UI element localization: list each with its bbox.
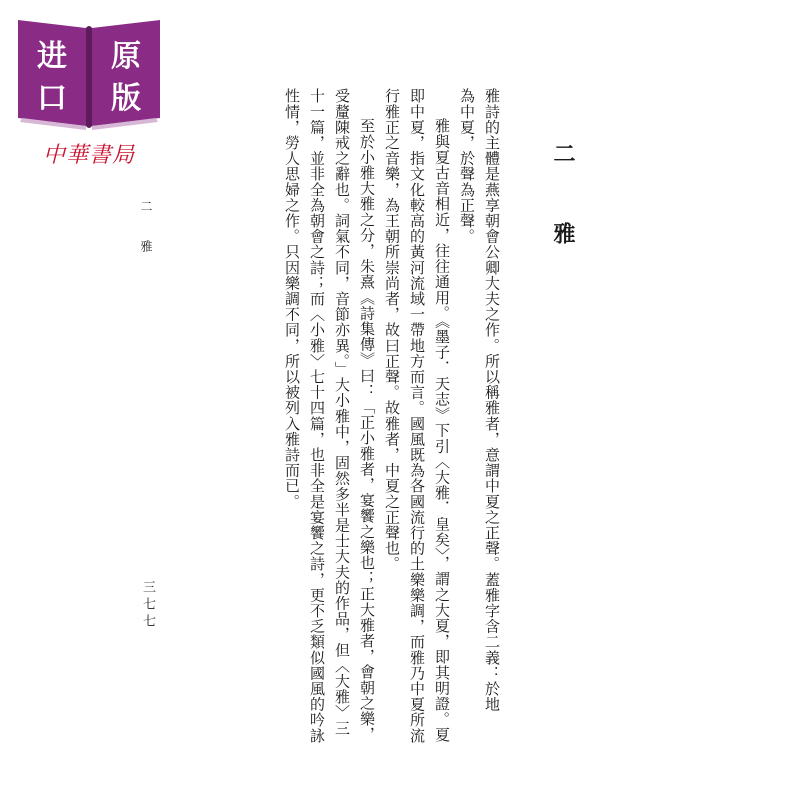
badge-left-upper: 进 [37,39,67,74]
badge-left-lower: 口 [37,81,67,116]
running-header: 二 雅 [139,200,153,260]
body-column-4: 即中夏，指文化較高的黃河流域一帶地方而言。國風既為各國流行的土樂樂調，而雅乃中夏所流 [408,88,426,744]
body-column-2: 為中夏，於聲為正聲。 [458,88,476,244]
import-original-badge [14,14,164,174]
body-column-6: 至於小雅大雅之分，朱熹《詩集傳》曰：「正小雅者，宴饗之樂也；正大雅者，會朝之樂， [358,118,376,742]
body-column-8: 十一篇，並非全為朝會之詩；而〈小雅〉七十四篇，也非全是宴饗之詩，更不乏類似國風的吟詠 [308,88,326,744]
body-column-5: 行雅正之音樂，為王朝所崇尚者，故曰正聲。故雅者，中夏之正聲也。 [383,88,401,572]
page-number: 三七七 [140,580,155,631]
badge-right-lower: 版 [111,81,141,116]
body-column-3: 雅與夏古音相近，往往通用。《墨子．天志》下引〈大雅．皇矣〉，謂之大夏，即其明證。夏 [433,118,451,743]
body-column-9: 性情，勞人思婦之作。只因樂調不同，所以被列入雅詩而已。 [283,88,301,510]
open-book-icon [14,14,164,132]
body-column-7: 受釐陳戒之辭也。詞氣不同，音節亦異。」大小雅中，固然多半是士大夫的作品，但〈大雅〉三 [333,88,351,736]
publisher-logo: 中華書局 [42,143,135,168]
badge-right-upper: 原 [111,39,141,74]
body-column-1: 雅詩的主體是燕享朝會公卿大夫之作。所以稱雅者，意謂中夏之正聲。蓋雅字含二義：於地 [483,88,501,712]
chapter-title: 二 雅 [550,142,576,262]
